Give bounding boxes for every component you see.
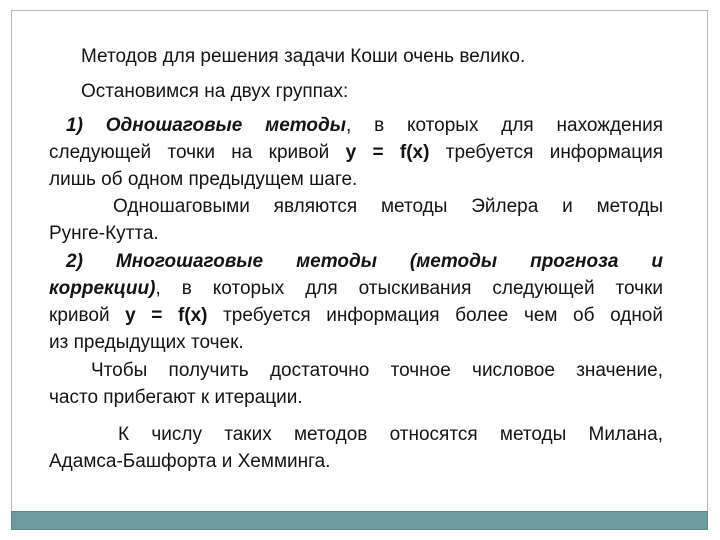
p6-line2 (49, 448, 330, 475)
groups-text: Остановимся на двух группах: (81, 81, 349, 102)
item2-line2-rest: , в которых для отыскивания следующей точки (155, 278, 663, 299)
item2-line3-b: требуется информация более чем об одной (207, 305, 663, 326)
item1-line4 (113, 193, 663, 220)
text-line-intro (81, 43, 525, 70)
p5-line1-text: Чтобы получить достаточно точное числовое значение, (91, 360, 663, 381)
item1-line2-a: следующей точки на кривой (49, 142, 346, 163)
p6-line1 (118, 421, 663, 448)
text-line-groups (81, 78, 348, 105)
item2-number: 2) (66, 251, 83, 272)
item2-term-line2: коррекции) (49, 278, 156, 299)
item2-line3 (49, 302, 663, 329)
p5-line2 (49, 384, 303, 411)
bottom-bar (11, 511, 708, 530)
item2-line2 (49, 275, 663, 302)
item2-line3-a: кривой (49, 305, 126, 326)
p6-line1-text: К числу таких методов относятся методы Милана, (118, 424, 663, 445)
item2-line1 (66, 248, 663, 275)
item1-line4-text: Одношаговыми являются методы Эйлера и методы (113, 196, 663, 217)
item1-line1 (66, 112, 663, 139)
item1-line3 (49, 166, 357, 193)
item2-formula: y = f(x) (125, 305, 208, 326)
intro-text: Методов для решения задачи Коши очень велико. (81, 46, 526, 67)
item1-line3-text: лишь об одном предыдущем шаге. (49, 169, 358, 190)
p5-line2-text: часто прибегают к итерации. (49, 387, 303, 408)
p6-line2-text: Адамса-Башфорта и Хемминга. (49, 451, 331, 472)
item1-line2-b: требуется информация (429, 142, 663, 163)
item1-formula: y = f(x) (345, 142, 430, 163)
item2-line4-text: из предыдущих точек. (49, 332, 244, 353)
item1-term: Одношаговые методы (105, 115, 346, 136)
item1-line1-rest: , в которых для нахождения (346, 115, 663, 136)
item1-line2 (49, 139, 663, 166)
item2-line4 (49, 329, 244, 356)
item1-line5-text: Рунге-Кутта. (49, 223, 159, 244)
item1-line5 (49, 220, 159, 247)
item2-term-line1: Многошаговые методы (методы прогноза и (115, 251, 663, 272)
p5-line1 (91, 357, 663, 384)
item1-number: 1) (66, 115, 83, 136)
